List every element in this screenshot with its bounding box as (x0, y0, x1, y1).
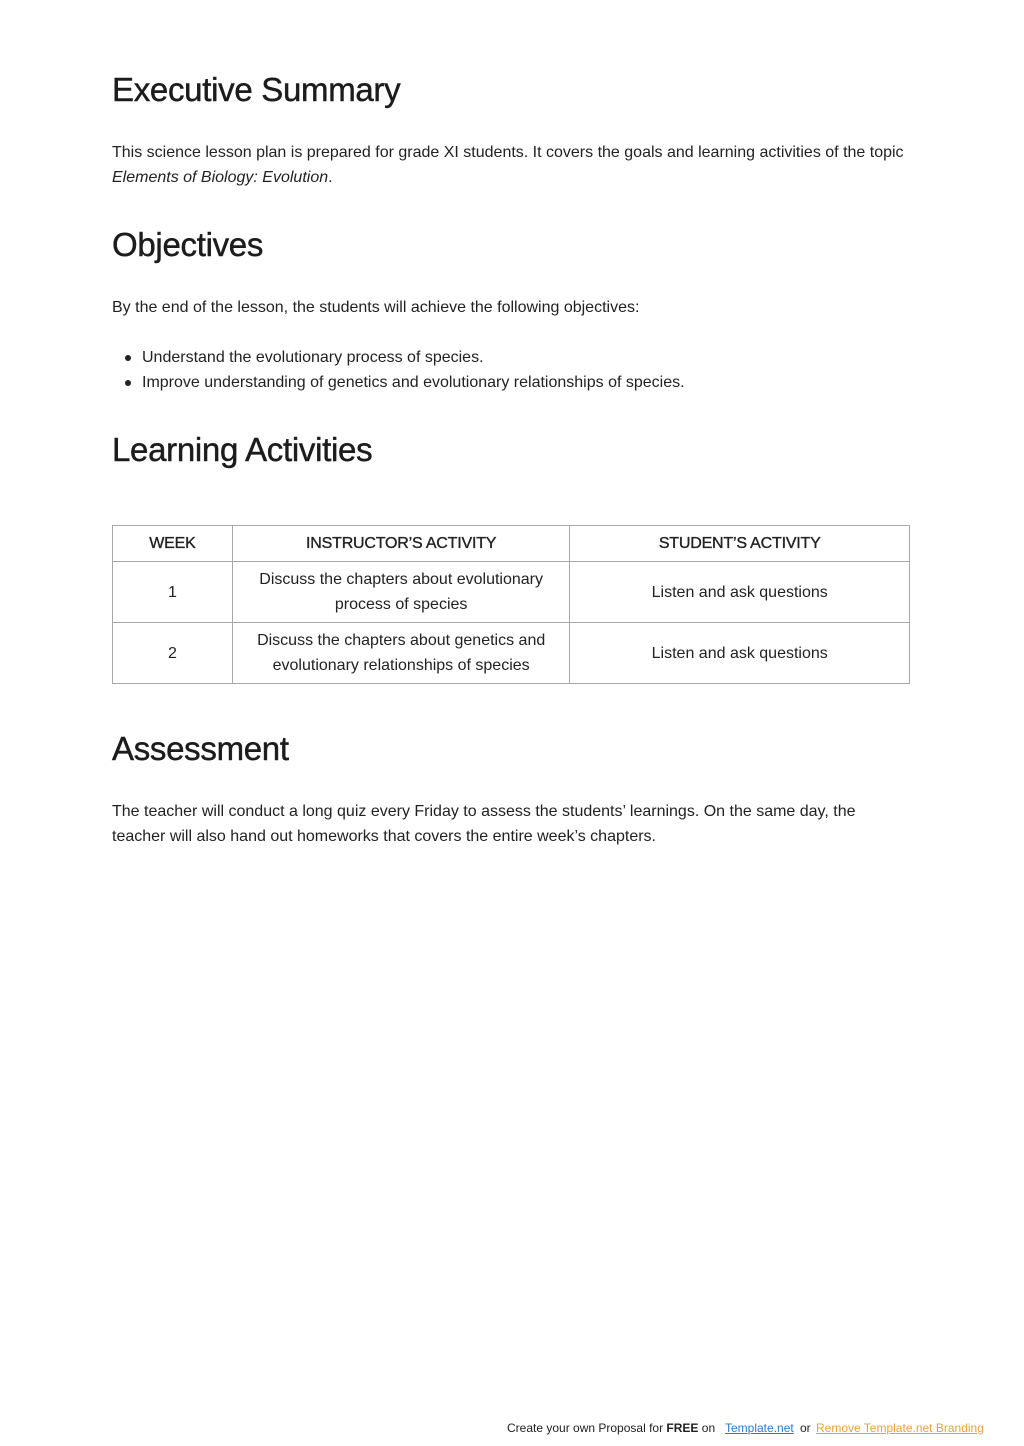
executive-summary-text-end: . (328, 169, 333, 186)
student-activity-cell: Listen and ask questions (570, 623, 910, 684)
assessment-text: The teacher will conduct a long quiz every Friday to assess the students’ learnings. On the same day, the teacher will also hand out homeworks that covers the entire week’s chapters. (112, 803, 856, 845)
executive-summary-heading: Executive Summary (112, 71, 401, 108)
column-header-instructor-activity: INSTRUCTOR’S ACTIVITY (232, 526, 570, 562)
footer-branding (0, 1419, 1024, 1437)
instructor-activity-cell: Discuss the chapters about evolutionary process of species (232, 562, 570, 623)
footer-prefix-text: Create your own Proposal for (507, 1421, 667, 1435)
instructor-activity-cell: Discuss the chapters about genetics and evolutionary relationships of species (232, 623, 570, 684)
objectives-heading: Objectives (112, 226, 264, 263)
template-net-link[interactable]: Template.net (725, 1421, 794, 1435)
objectives-list (142, 345, 902, 395)
executive-summary-text (112, 140, 912, 190)
table-row (113, 562, 910, 623)
week-cell: 1 (113, 562, 233, 623)
footer-or: or (800, 1421, 811, 1435)
objectives-intro: By the end of the lesson, the students will achieve the following objectives: (112, 299, 640, 316)
table-header-row (113, 526, 910, 562)
learning-activities-table (112, 525, 910, 684)
objective-item: Understand the evolutionary process of species. (142, 345, 902, 370)
footer-on: on (698, 1421, 716, 1435)
column-header-student-activity: STUDENT’S ACTIVITY (570, 526, 910, 562)
assessment-heading: Assessment (112, 730, 289, 767)
column-header-week: WEEK (113, 526, 233, 562)
footer-free: FREE (666, 1421, 699, 1435)
learning-activities-heading: Learning Activities (112, 431, 373, 468)
week-cell: 2 (113, 623, 233, 684)
objective-item: Improve understanding of genetics and evolutionary relationships of species. (142, 370, 902, 395)
student-activity-cell: Listen and ask questions (570, 562, 910, 623)
footer-prefix (507, 1419, 715, 1437)
table-row (113, 623, 910, 684)
executive-summary-text-lead: This science lesson plan is prepared for grade XI students. It covers the goals and learning activities of the topic (112, 144, 904, 161)
topic-title: Elements of Biology: Evolution (112, 169, 329, 186)
remove-branding-link[interactable]: Remove Template.net Branding (816, 1421, 984, 1435)
